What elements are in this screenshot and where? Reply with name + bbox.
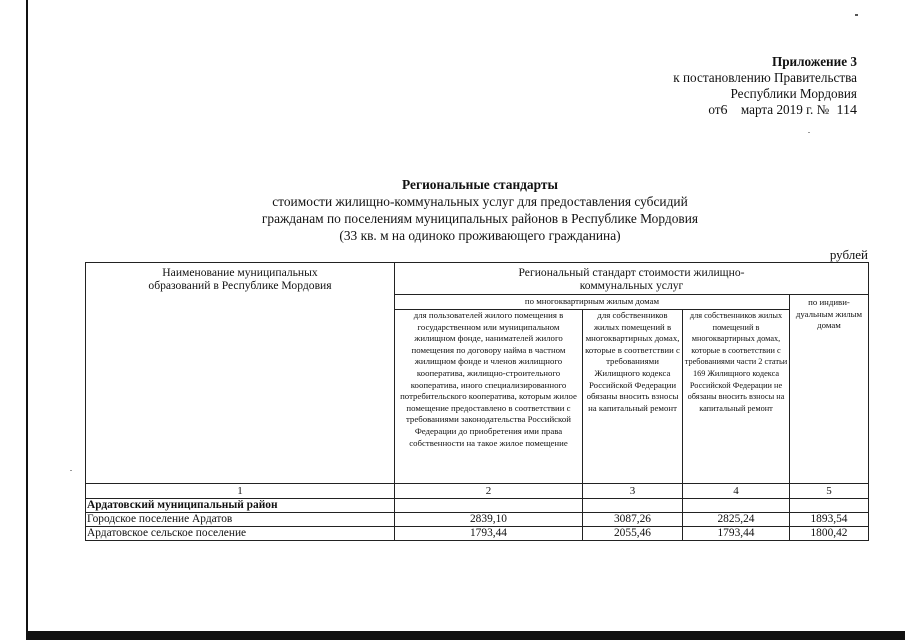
settlement-name: Ардатовское сельское поселение (86, 527, 395, 541)
units-label: рублей (829, 247, 868, 262)
region-row (86, 499, 869, 513)
region-name: Ардатовский муниципальный район (86, 499, 395, 513)
settlement-name: Городское поселение Ардатов (86, 513, 395, 527)
document-title: Региональные стандарты (402, 177, 558, 192)
value-cell: 1793,44 (395, 527, 583, 541)
document-subtitle: стоимости жилищно-коммунальных услуг для предоставления субсидий (272, 194, 688, 209)
column-number: 1 (86, 484, 395, 499)
document-subtitle: (33 кв. м на одиноко проживающего гражданина) (339, 228, 621, 243)
header-name-text: Наименование муниципальных образований в Республике Мордовия (148, 266, 332, 292)
column-numbers-row (86, 484, 869, 499)
date-rest: марта 2019 г. № (740, 102, 830, 117)
header-name-cell (86, 263, 395, 484)
header-multi-cell: по многоквартирным жилым домам (395, 295, 790, 310)
col2-description: для пользователей жилого помещения в государственном или муниципальном жилищном фонде, нанимателей жилого помещения по договору найма в частном жилищном фонде и членов жилищного кооператива, жилищно-строительного кооператива, иного специализированного потребительского кооператива, которым жилое помещение предоставлено в соответствии с требованиями законодательства Российской Федерации до приобретения ими права собственности на такое жилое помещение (395, 310, 583, 484)
document-subtitle: гражданам по поселениям муниципальных районов в Республике Мордовия (261, 211, 699, 226)
value-cell: 3087,26 (583, 513, 683, 527)
col4-description: для собственников жилых помещений в многоквартирных домах, которые в соответствии с требованиями части 2 статьи 169 Жилищного кодекса Российской Федерации не обязаны вносить взносы на капитальный ремонт (683, 310, 790, 484)
value-cell: 2825,24 (683, 513, 790, 527)
appendix-line: к постановлению Правительства (673, 70, 857, 85)
value-cell: 2839,10 (395, 513, 583, 527)
appendix-title: Приложение 3 (771, 54, 857, 69)
header-standard-text: Региональный стандарт стоимости жилищно-коммунальных услуг (518, 266, 745, 292)
value-cell: 1793,44 (683, 527, 790, 541)
date-prefix: от (708, 102, 721, 117)
appendix-block (673, 54, 857, 119)
date-day: 6 (720, 103, 728, 118)
scan-speck (808, 132, 810, 133)
value-cell: 1800,42 (790, 527, 869, 541)
header-standard-cell (395, 263, 869, 295)
appendix-date-line (673, 102, 857, 119)
column-number: 4 (683, 484, 790, 499)
scan-bottom-edge (26, 631, 905, 640)
decree-number: 114 (836, 103, 857, 118)
scan-left-edge (26, 0, 28, 640)
column-number: 5 (790, 484, 869, 499)
column-number: 3 (583, 484, 683, 499)
appendix-line: Республики Мордовия (730, 86, 857, 101)
value-cell: 1893,54 (790, 513, 869, 527)
value-cell: 2055,46 (583, 527, 683, 541)
col3-description: для собственников жилых помещений в многоквартирных домах, которые в соответствии с требованиями Жилищного кодекса Российской Федерации обязаны вносить взносы на капитальный ремонт (583, 310, 683, 484)
scan-speck (855, 14, 858, 16)
scan-speck (70, 470, 72, 471)
header-individual-cell: по индиви-дуальным жилым домам (790, 295, 869, 484)
table-row (86, 513, 869, 527)
column-number: 2 (395, 484, 583, 499)
standards-table (85, 262, 869, 541)
table-row (86, 527, 869, 541)
